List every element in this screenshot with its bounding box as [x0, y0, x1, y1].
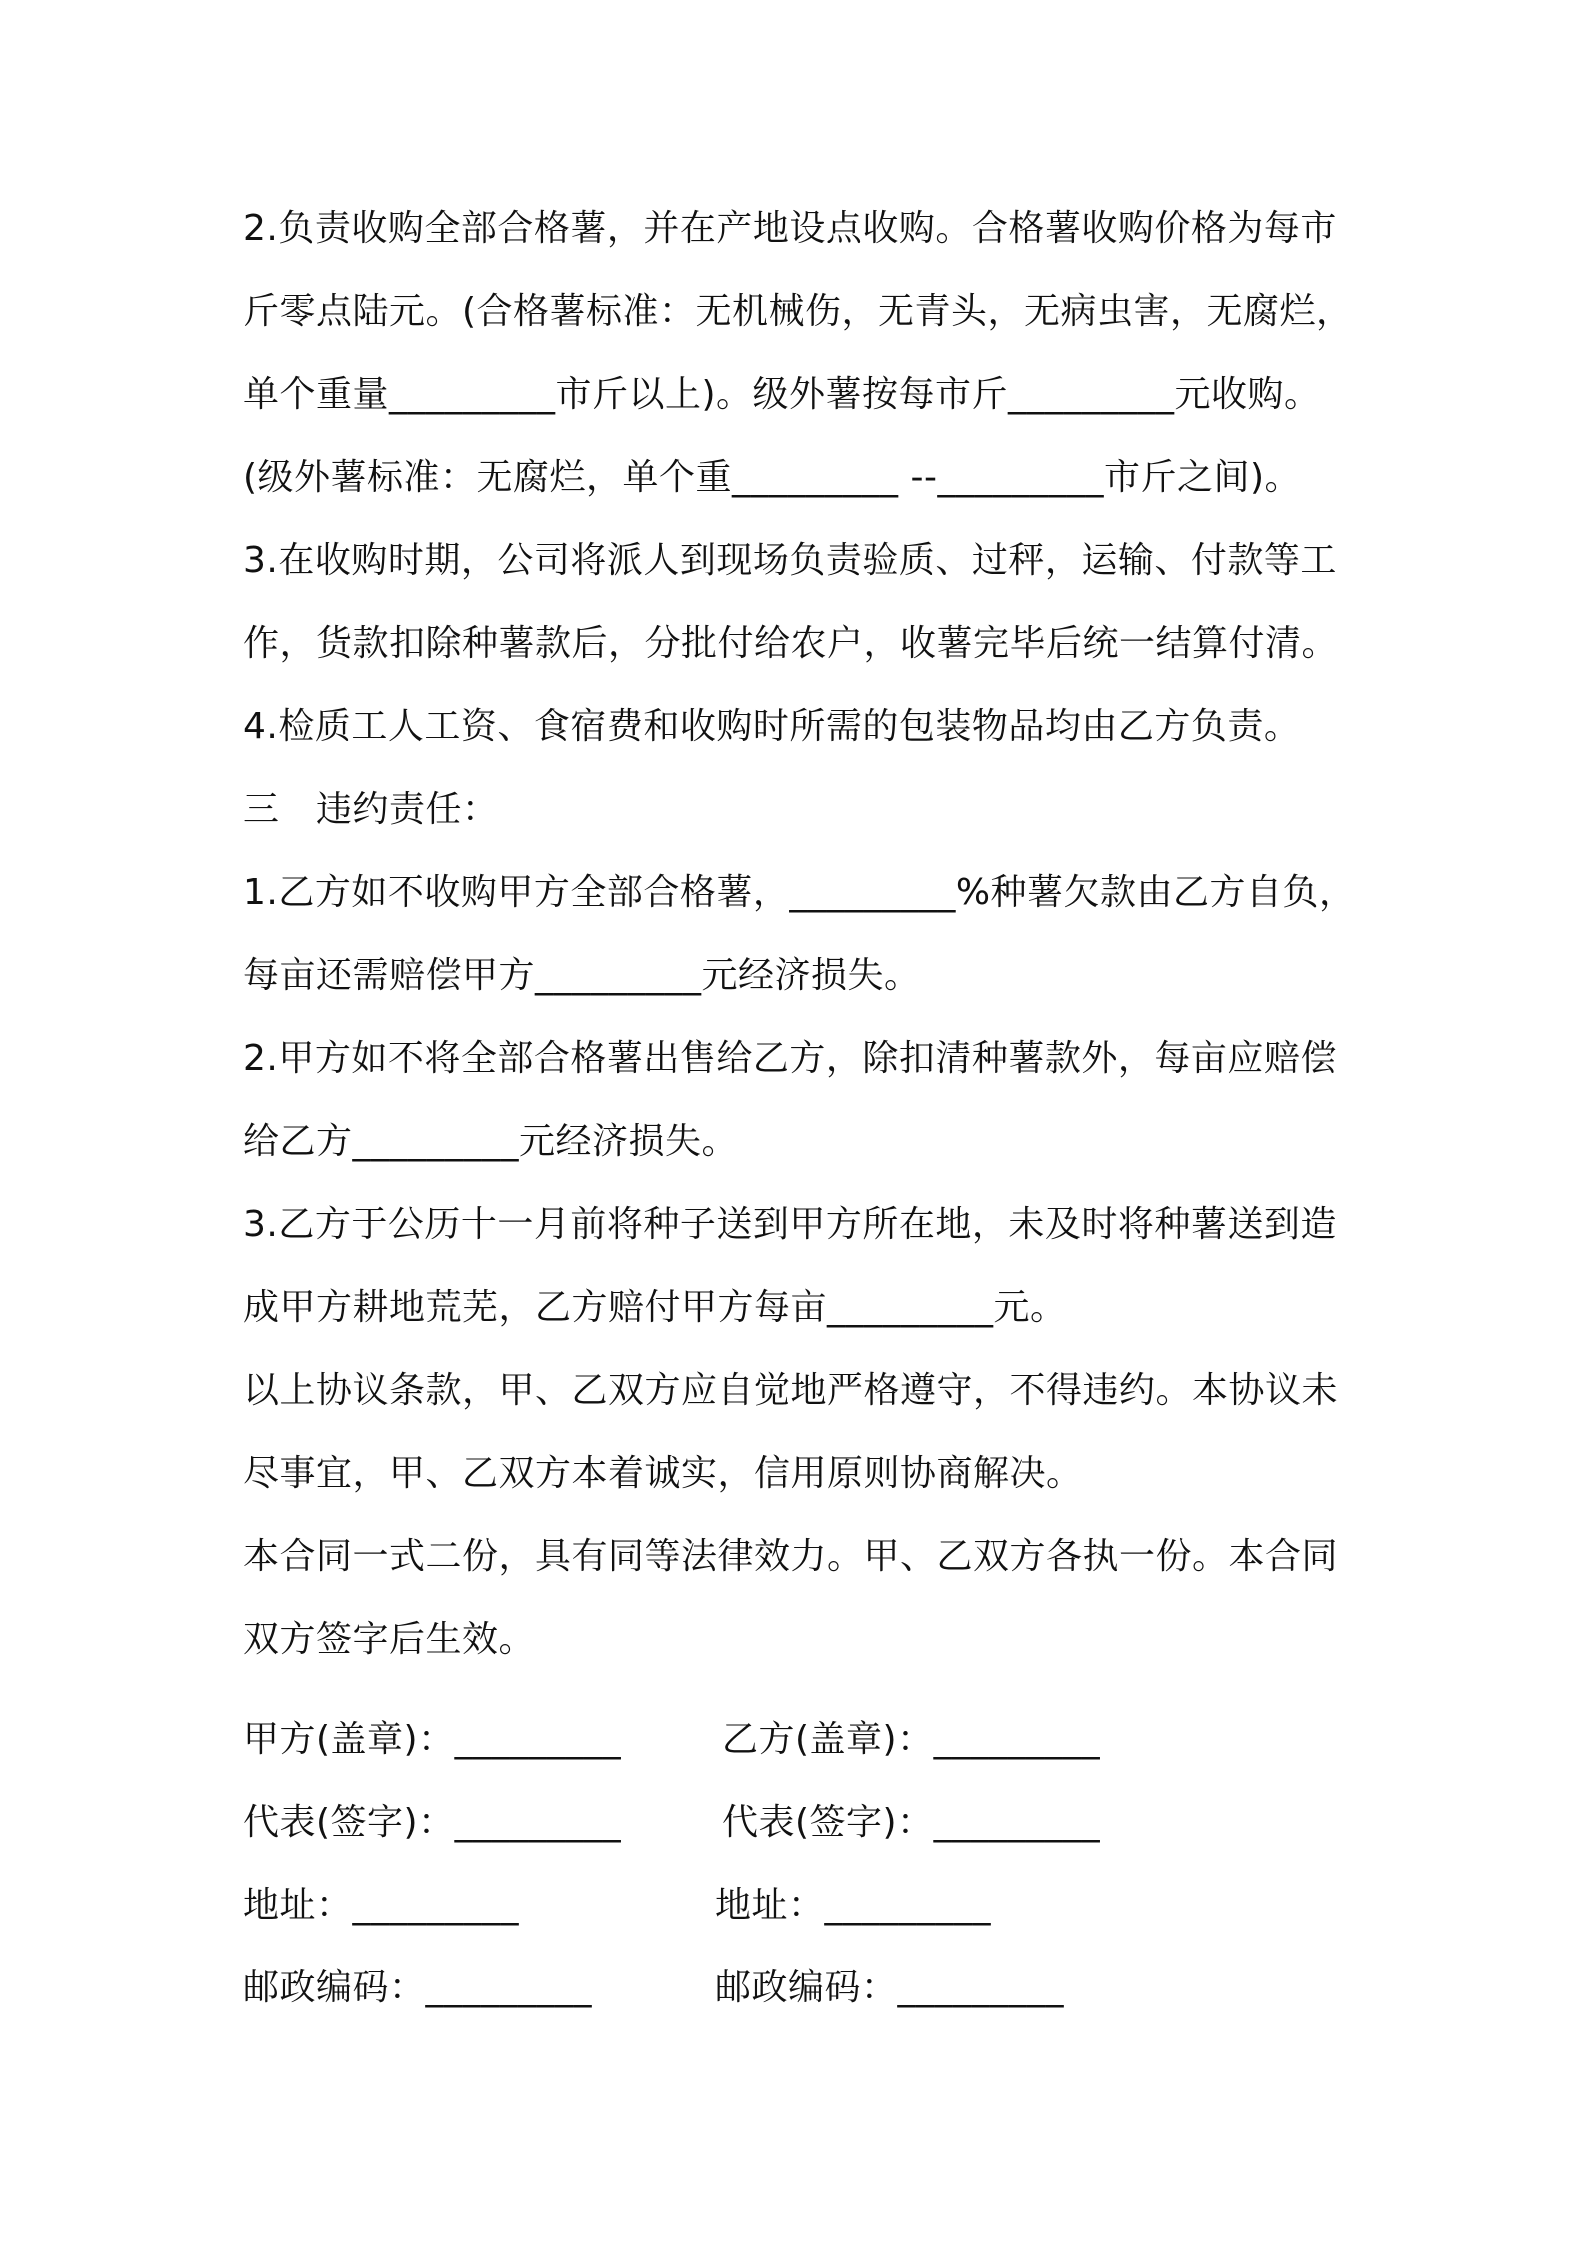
text-line: 3.在收购时期，公司将派人到现场负责验质、过秤，运输、付款等工: [243, 540, 1337, 581]
text-line: 2.负责收购全部合格薯，并在产地设点收购。合格薯收购价格为每市: [243, 208, 1337, 249]
text-line: 成甲方耕地荒芜，乙方赔付甲方每亩_________元。: [243, 1287, 1067, 1328]
text-line: 1.乙方如不收购甲方全部合格薯，_________%种薯欠款由乙方自负，: [243, 872, 1356, 913]
text-line: 斤零点陆元。(合格薯标准：无机械伤，无青头，无病虫害，无腐烂，: [243, 291, 1353, 332]
text-line: 作，货款扣除种薯款后，分批付给农户，收薯完毕后统一结算付清。: [243, 623, 1339, 664]
party-b-address-field: 地址：_________: [715, 1885, 992, 1926]
text-line: 2.甲方如不将全部合格薯出售给乙方，除扣清种薯款外，每亩应赔偿: [243, 1038, 1337, 1079]
text-line: 以上协议条款，甲、乙双方应自觉地严格遵守，不得违约。本协议未: [243, 1370, 1339, 1411]
text-line: 双方签字后生效。: [243, 1619, 536, 1660]
party-a-postcode-field: 邮政编码：_________: [243, 1967, 593, 2008]
party-a-address-field: 地址：_________: [243, 1885, 520, 1926]
party-a-seal-field: 甲方(盖章)：_________: [243, 1719, 622, 1760]
text-line: 4.检质工人工资、食宿费和收购时所需的包装物品均由乙方负责。: [243, 706, 1301, 747]
section-heading: 三 违约责任：: [243, 789, 499, 830]
text-line: (级外薯标准：无腐烂，单个重_________ --_________市斤之间)。: [243, 457, 1302, 498]
text-line: 给乙方_________元经济损失。: [243, 1121, 739, 1162]
party-a-representative-field: 代表(签字)：_________: [243, 1802, 622, 1843]
contract-body: [243, 187, 1383, 1681]
text-line: 每亩还需赔偿甲方_________元经济损失。: [243, 955, 921, 996]
text-line: 3.乙方于公历十一月前将种子送到甲方所在地，未及时将种薯送到造: [243, 1204, 1337, 1245]
party-b-seal-field: 乙方(盖章)：_________: [722, 1719, 1101, 1760]
text-line: 单个重量_________市斤以上)。级外薯按每市斤_________元收购。: [243, 374, 1321, 415]
text-line: 本合同一式二份，具有同等法律效力。甲、乙双方各执一份。本合同: [243, 1536, 1339, 1577]
party-b-representative-field: 代表(签字)：_________: [722, 1802, 1101, 1843]
party-b-postcode-field: 邮政编码：_________: [715, 1967, 1065, 2008]
text-line: 尽事宜，甲、乙双方本着诚实，信用原则协商解决。: [243, 1453, 1083, 1494]
